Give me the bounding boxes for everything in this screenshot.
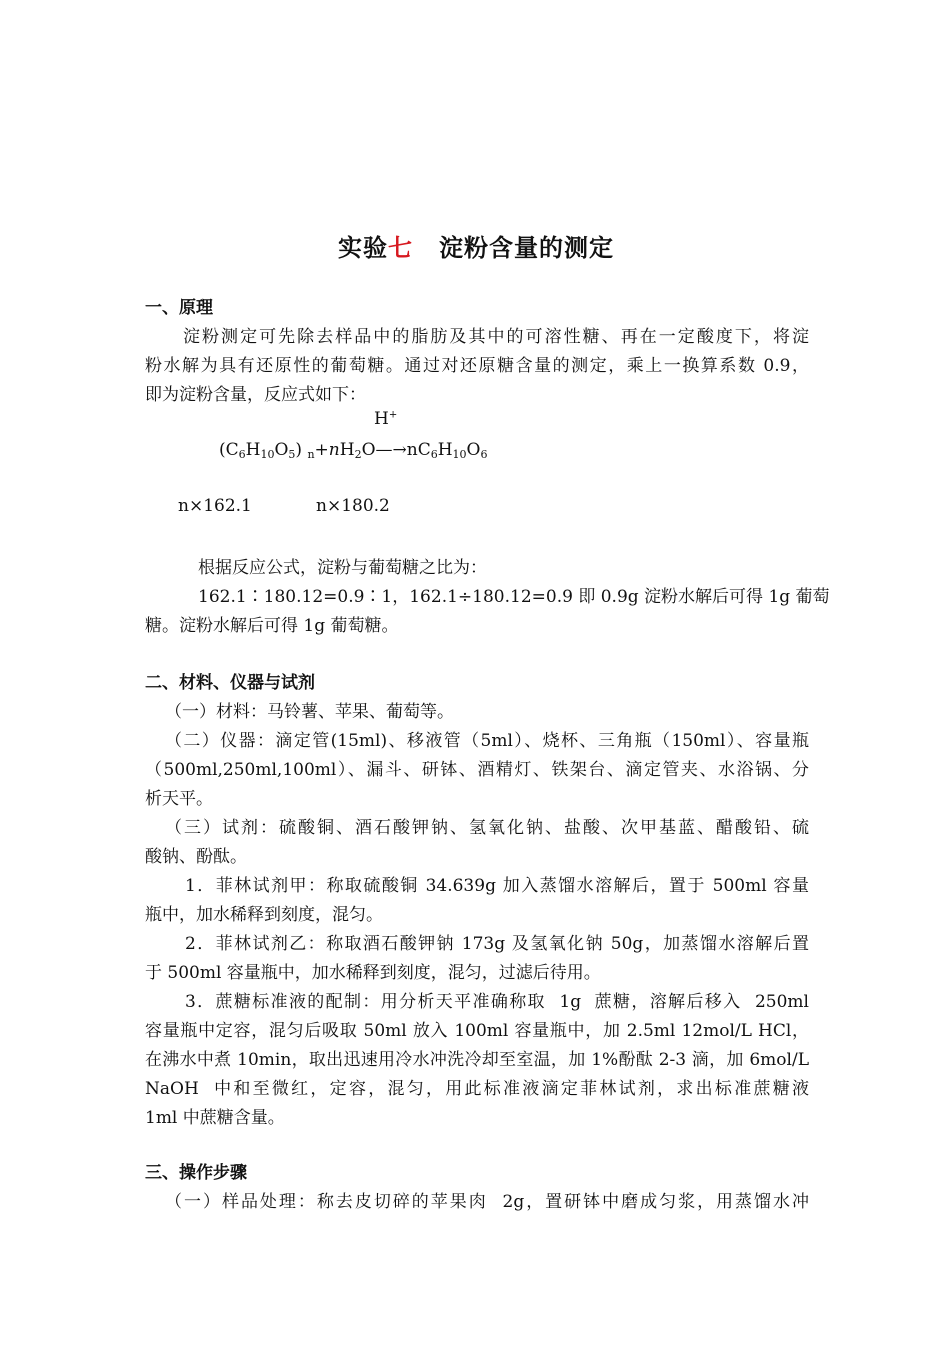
paragraph-line: 淀粉测定可先除去样品中的脂肪及其中的可溶性糖、再在一定酸度下，将淀 [183, 327, 809, 347]
paragraph-line: 容量瓶中定容，混匀后吸取 50ml 放入 100ml 容量瓶中，加 2.5ml 12mol/L HCl， [145, 1021, 809, 1041]
paragraph-line: 糖。淀粉水解后可得 1g 葡萄糖。 [145, 616, 399, 636]
paragraph-line: 酸钠、酚酞。 [145, 847, 247, 867]
paragraph-line: 1．菲林试剂甲：称取硫酸铜 34.639g 加入蒸馏水溶解后，置于 500ml 容量 [185, 876, 809, 896]
paragraph-line: 即为淀粉含量，反应式如下： [145, 385, 366, 405]
reaction-equation: $(C_6H_{10}O_5)$ $_n+nH_2O—\to nC_6H_{10}O_6$ [219, 440, 488, 461]
paragraph-line: 于 500ml 容量瓶中，加水稀释到刻度，混匀，过滤后待用。 [145, 963, 601, 983]
paragraph-line: 1ml 中蔗糖含量。 [145, 1108, 285, 1128]
molar-mass-starch: n×162.1 [178, 496, 252, 516]
title-number: 七 [388, 234, 413, 262]
paragraph-line: 根据反应公式，淀粉与葡萄糖之比为： [198, 558, 487, 578]
paragraph-line: 2．菲林试剂乙：称取酒石酸钾钠 173g 及氢氧化钠 50g，加蒸馏水溶解后置 [185, 934, 809, 954]
paragraph-line: NaOH 中和至微红，定容，混匀，用此标准液滴定菲林试剂，求出标准蔗糖液 [145, 1079, 809, 1099]
paragraph-line: （一）材料：马铃薯、苹果、葡萄等。 [165, 702, 454, 722]
page-title [0, 228, 952, 263]
paragraph-line: （二）仪器：滴定管(15ml)、移液管（5ml）、烧杯、三角瓶（150ml）、容量瓶 [165, 731, 809, 751]
paragraph-line: 瓶中，加水稀释到刻度，混匀。 [145, 905, 383, 925]
paragraph-line: 在沸水中煮 10min，取出迅速用冷水冲洗冷却至室温，加 1%酚酞 2-3 滴，加 6mol/L [145, 1050, 809, 1070]
section-heading-materials: 二、材料、仪器与试剂 [145, 673, 315, 693]
paragraph-line: 粉水解为具有还原性的葡萄糖。通过对还原糖含量的测定，乘上一换算系数 0.9， [145, 356, 809, 376]
paragraph-line: 析天平。 [145, 789, 213, 809]
paragraph-line: （三）试剂：硫酸铜、酒石酸钾钠、氢氧化钠、盐酸、次甲基蓝、醋酸铅、硫 [165, 818, 809, 838]
catalyst-label: H+ [374, 409, 398, 429]
section-heading-procedure: 三、操作步骤 [145, 1163, 247, 1183]
paragraph-line: 162.1∶180.12=0.9∶1，162.1÷180.12=0.9 即 0.9g 淀粉水解后可得 1g 葡萄 [198, 587, 830, 607]
paragraph-line: 3．蔗糖标准液的配制：用分析天平准确称取 1g 蔗糖，溶解后移入 250ml [185, 992, 809, 1012]
section-heading-principle: 一、原理 [145, 298, 213, 318]
paragraph-line: （500ml,250ml,100ml）、漏斗、研钵、酒精灯、铁架台、滴定管夹、水浴锅、分 [145, 760, 809, 780]
paragraph-line: （一）样品处理：称去皮切碎的苹果肉 2g，置研钵中磨成匀浆，用蒸馏水冲 [165, 1192, 809, 1212]
title-text: 实验 [338, 234, 388, 262]
title-subject: 淀粉含量的测定 [439, 234, 614, 262]
molar-mass-glucose: n×180.2 [316, 496, 390, 516]
